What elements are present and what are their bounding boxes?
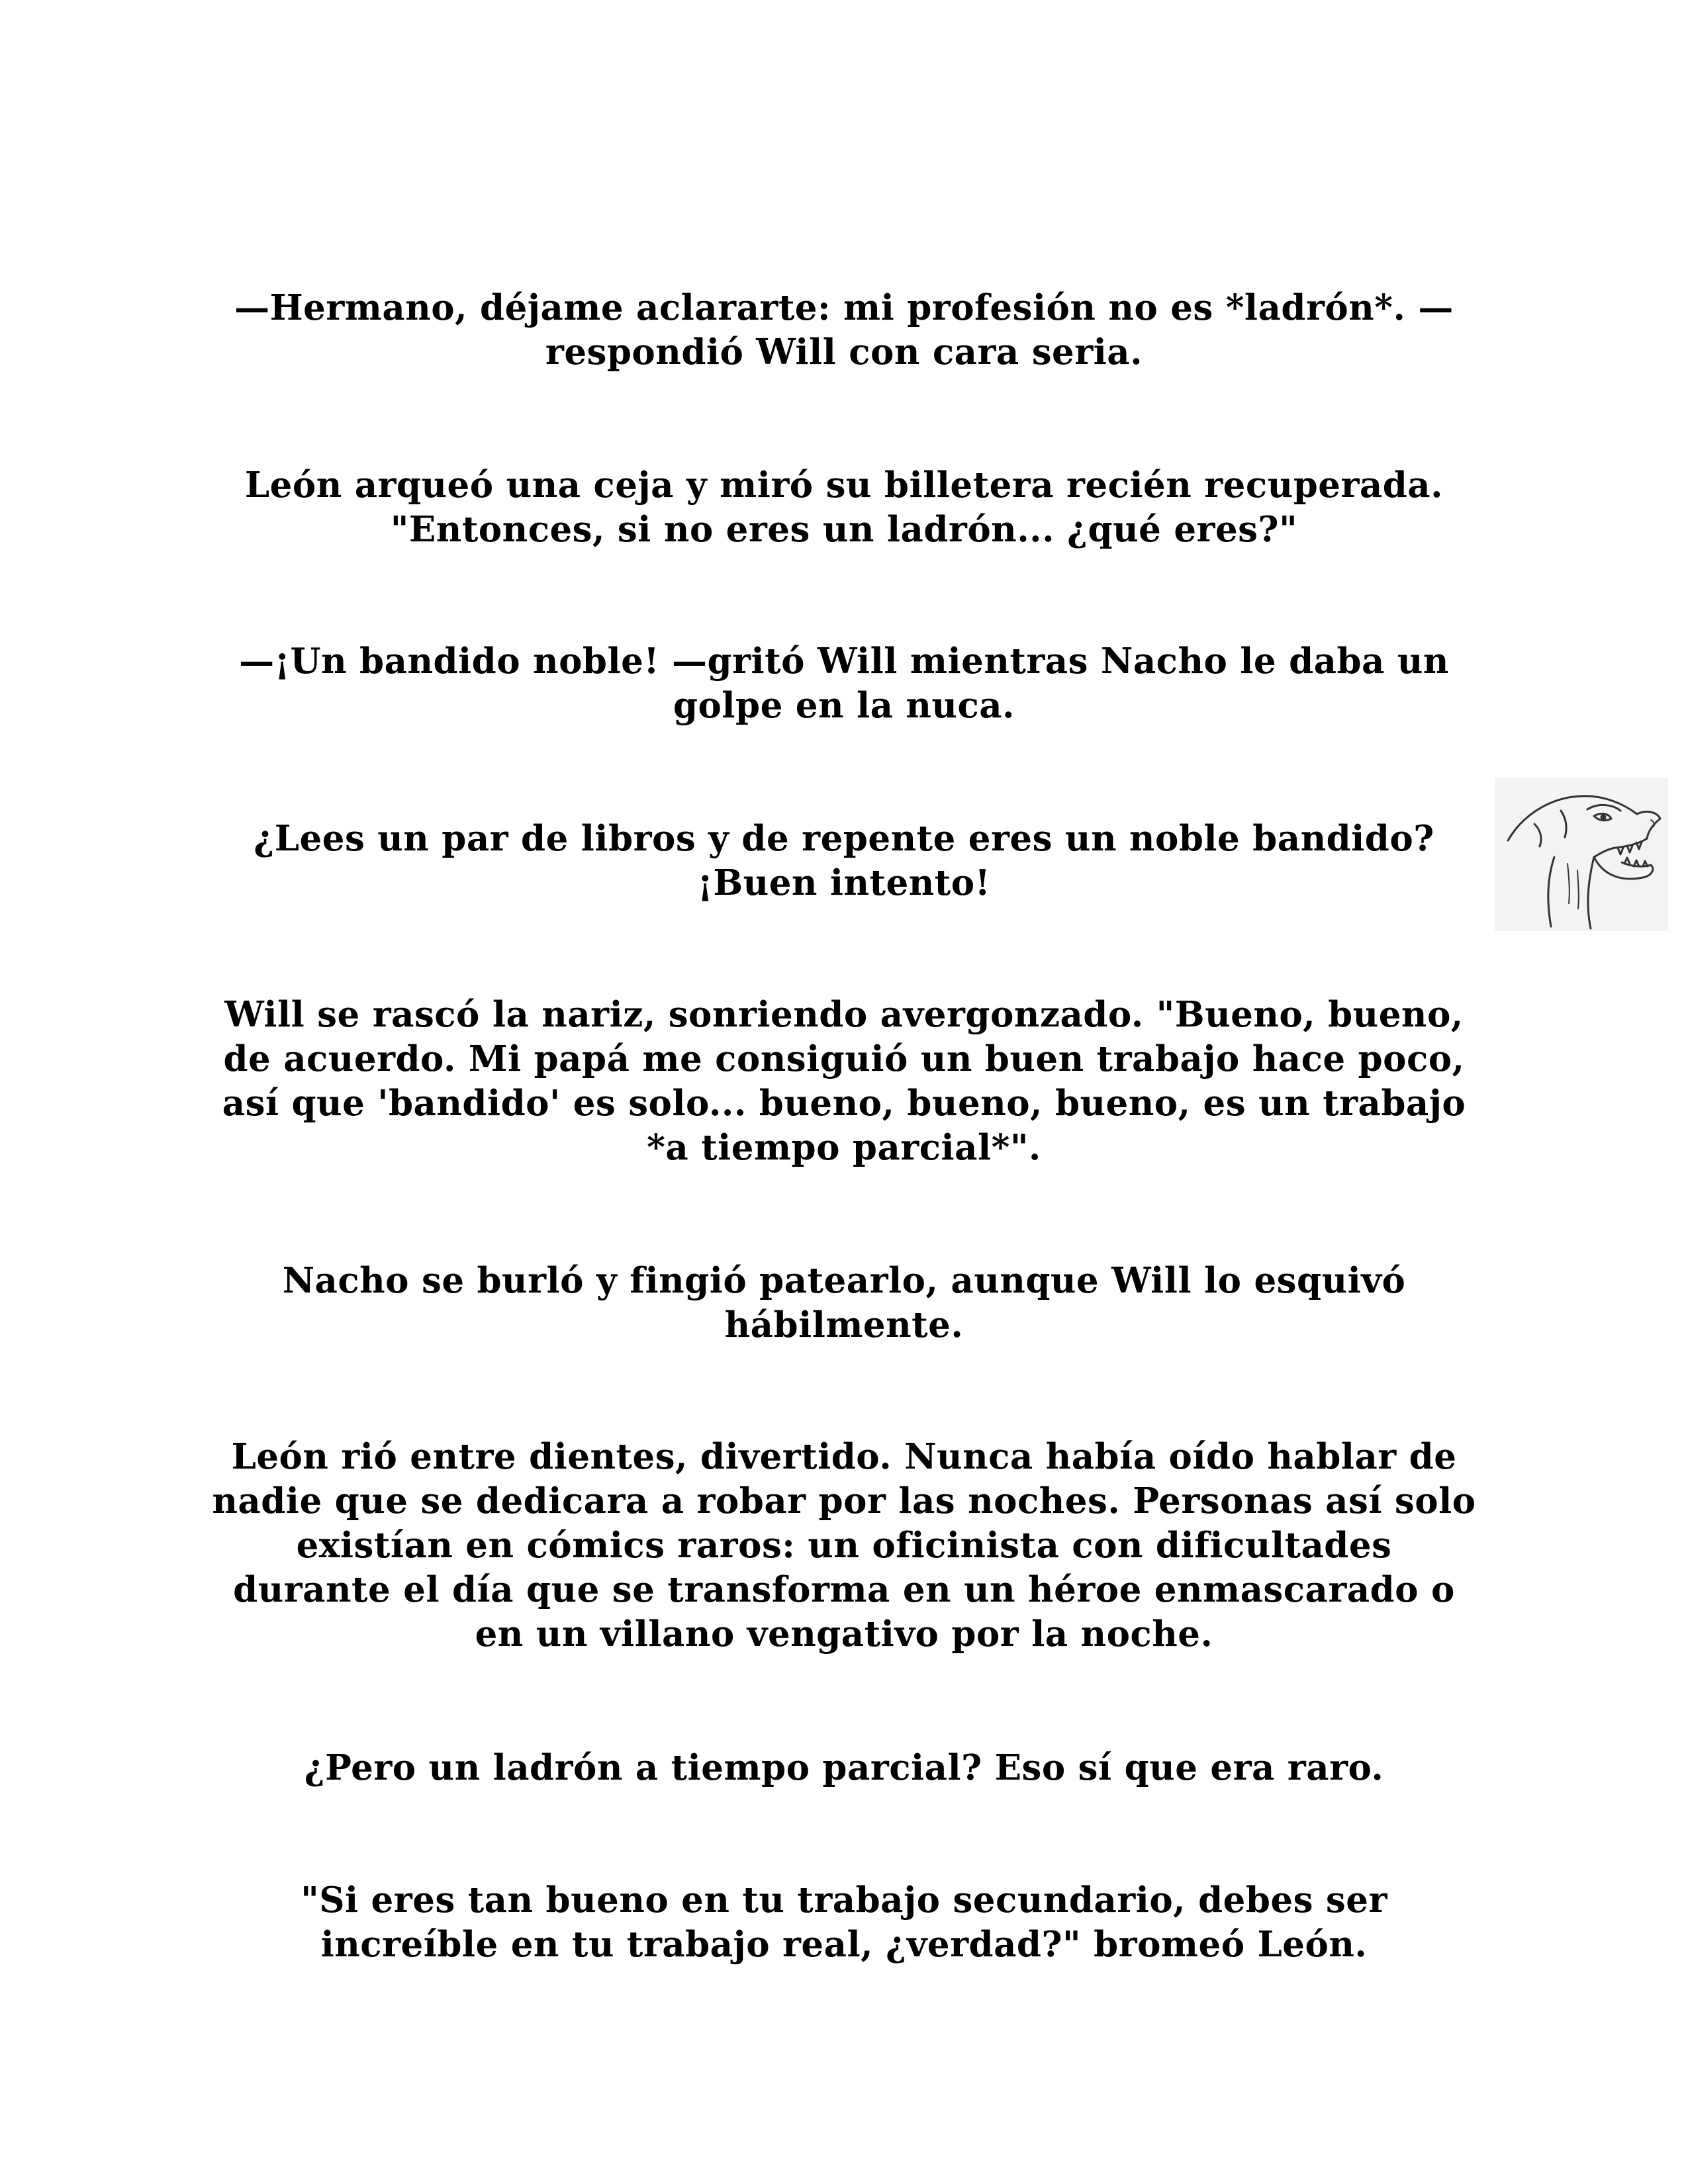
paragraph-1: —Hermano, déjame aclararte: mi profesión no es *ladrón*. — respondió Will con cara seria. bbox=[234, 287, 1454, 373]
paragraph-6: Nacho se burló y fingió patearlo, aunque Will lo esquivó hábilmente. bbox=[282, 1260, 1406, 1345]
paragraph-2: León arqueó una ceja y miró su billetera recién recuperada. "Entonces, si no eres un ladrón... ¿qué eres?" bbox=[244, 465, 1444, 550]
paragraph-9: "Si eres tan bueno en tu trabajo secundario, debes ser increíble en tu trabajo real, ¿verdad?" bromeó León. bbox=[301, 1880, 1387, 1965]
paragraph-8: ¿Pero un ladrón a tiempo parcial? Eso sí que era raro. bbox=[304, 1747, 1384, 1788]
paragraph-5: Will se rascó la nariz, sonriendo avergonzado. "Bueno, bueno, de acuerdo. Mi papá me consiguió un buen trabajo hace poco, así que 'bandido' es solo... bueno, bueno, bueno, es un trabajo *a tiempo parcial*". bbox=[222, 994, 1466, 1168]
paragraph-7: León rió entre dientes, divertido. Nunca había oído hablar de nadie que se dedicara a robar por las noches. Personas así solo existían en cómics raros: un oficinista con dificultades durante el día que se transforma en un héroe enmascarado o en un villano vengativo por la noche. bbox=[212, 1436, 1476, 1655]
paragraph-4: ¿Lees un par de libros y de repente eres un noble bandido? ¡Buen intento! bbox=[254, 818, 1434, 903]
paragraph-3: —¡Un bandido noble! —gritó Will mientras Nacho le daba un golpe en la nuca. bbox=[239, 641, 1449, 726]
dinosaur-sketch-icon bbox=[1495, 778, 1668, 931]
